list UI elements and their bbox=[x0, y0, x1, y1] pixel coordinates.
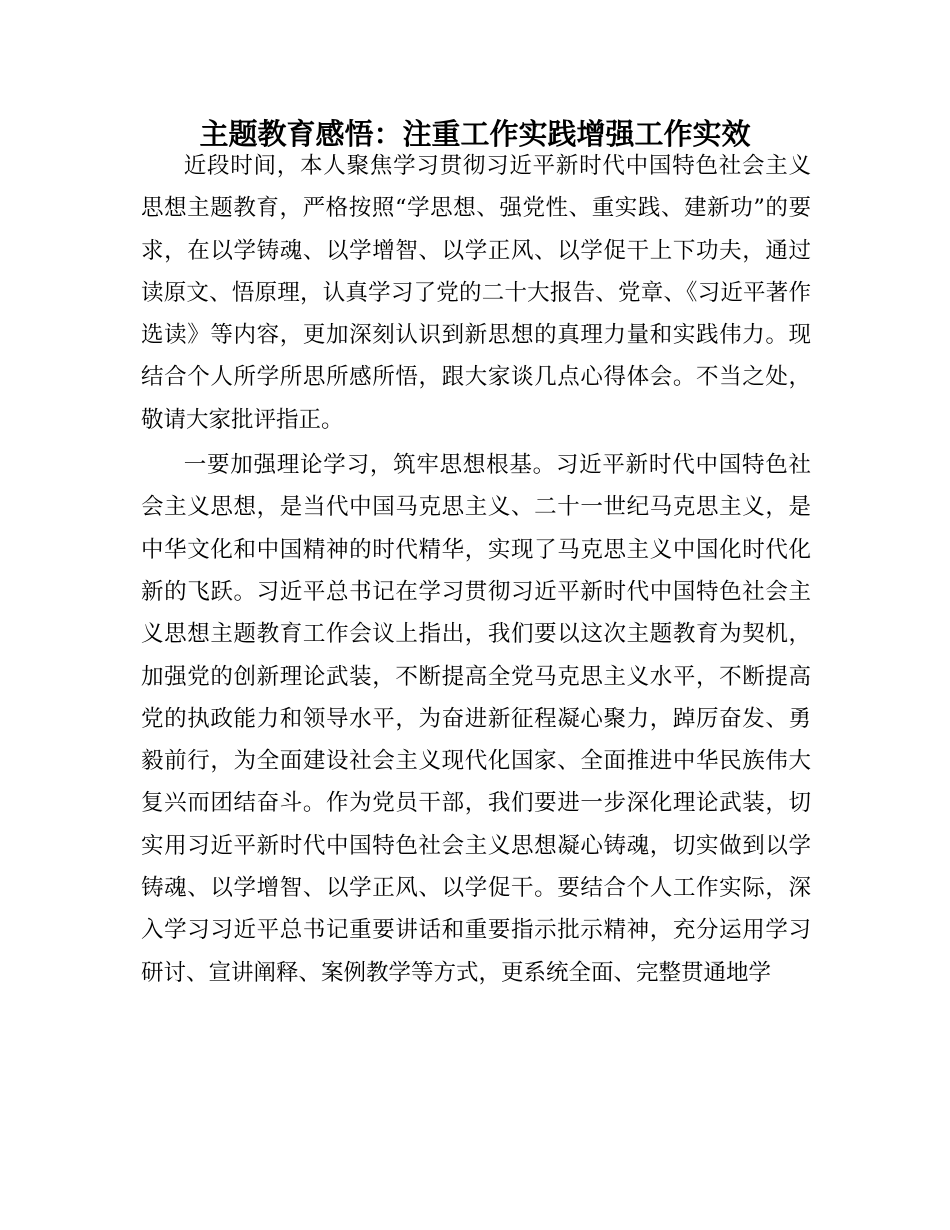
document-title: 主题教育感悟：注重工作实践增强工作实效 bbox=[199, 117, 751, 151]
paragraph-theory-study: 一要加强理论学习，筑牢思想根基。习近平新时代中国特色社会主义思想，是当代中国马克思主义、二十一世纪马克思主义，是中华文化和中国精神的时代精华，实现了马克思主义中国化时代化新的飞跃。习近平总书记在学习贯彻习近平新时代中国特色社会主义思想主题教育工作会议上指出，我们要以这次主题教育为契机，加强党的创新理论武装，不断提高全党马克思主义水平，不断提高党的执政能力和领导水平，为奋进新征程凝心聚力，踔厉奋发、勇毅前行，为全面建设社会主义现代化国家、全面推进中华民族伟大复兴而团结奋斗。作为党员干部，我们要进一步深化理论武装，切实用习近平新时代中国特色社会主义思想凝心铸魂，切实做到以学铸魂、以学增智、以学正风、以学促干。要结合个人工作实际，深入学习习近平总书记重要讲话和重要指示批示精神，充分运用学习研讨、宣讲阐释、案例教学等方式，更系统全面、完整贯通地学 bbox=[141, 452, 811, 986]
document-body bbox=[141, 145, 811, 994]
paragraph-intro: 近段时间，本人聚焦学习贯彻习近平新时代中国特色社会主义思想主题教育，严格按照“学思想、强党性、重实践、建新功”的要求，在以学铸魂、以学增智、以学正风、以学促干上下功夫，通过读原文、悟原理，认真学习了党的二十大报告、党章、《习近平著作选读》等内容，更加深刻认识到新思想的真理力量和实践伟力。现结合个人所学所思所感所悟，跟大家谈几点心得体会。不当之处，敬请大家批评指正。 bbox=[141, 153, 811, 433]
